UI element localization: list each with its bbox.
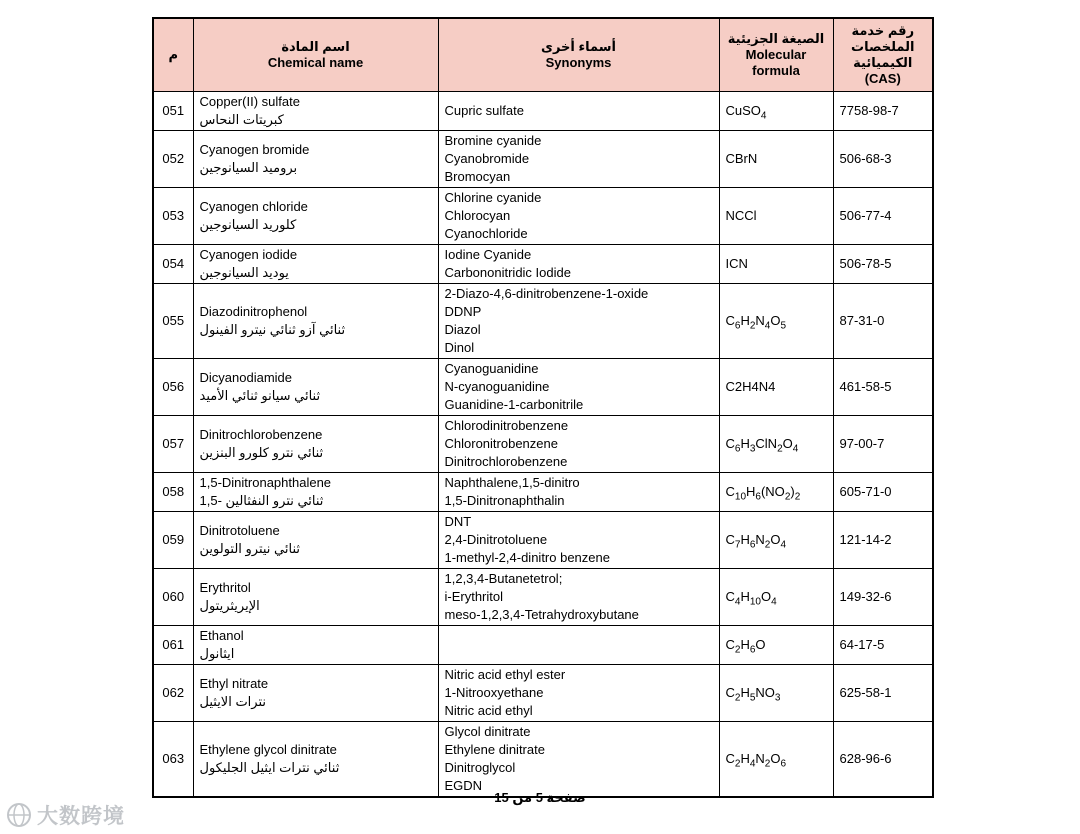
table-row [153,569,933,626]
row-number: 052 [153,131,193,188]
synonym-line: 1-methyl-2,4-dinitro benzene [444,550,610,565]
chemical-name-ar: ثنائي نترات ايثيل الجليكول [199,760,340,775]
chemical-name-ar: ثنائي آزو ثنائي نيترو الفينول [199,322,346,337]
chemical-name-ar: كبريتات النحاس [199,112,284,127]
cas-number: 605-71-0 [833,473,933,512]
row-number: 063 [153,722,193,798]
molecular-formula: NCCl [719,188,833,245]
chemical-name-cell [193,569,438,626]
chemical-name-en: Erythritol [199,580,251,595]
synonym-line: Nitric acid ethyl [444,703,533,718]
synonym-line: Cyanoguanidine [444,361,539,376]
chemical-name-cell [193,416,438,473]
synonym-line: Glycol dinitrate [444,724,531,739]
synonyms-cell [438,131,719,188]
header-row [153,18,933,92]
synonym-line: Chlorodinitrobenzene [444,418,569,433]
chemical-name-cell [193,359,438,416]
cas-number: 97-00-7 [833,416,933,473]
table-row [153,722,933,798]
table-row [153,626,933,665]
watermark [6,800,125,830]
cas-number: 506-68-3 [833,131,933,188]
synonym-line: Cyanobromide [444,151,530,166]
molecular-formula: $C_6H_3ClN_2O_4$ [719,416,833,473]
header-cas-ar-line1: رقم خدمة [851,23,915,38]
table-row [153,245,933,284]
chemicals-table [152,17,934,798]
cas-number: 506-77-4 [833,188,933,245]
synonym-line: Bromocyan [444,169,511,184]
chemical-name-en: Cyanogen iodide [199,247,298,262]
synonyms-cell [438,416,719,473]
header-number-label: م [168,47,179,62]
table-row [153,665,933,722]
chemical-name-en: Ethylene glycol dinitrate [199,742,337,757]
cas-number: 64-17-5 [833,626,933,665]
synonym-line: 1,2,3,4-Butanetetrol; [444,571,563,586]
chemical-name-en: Cyanogen bromide [199,142,310,157]
synonym-line: Guanidine-1-carbonitrile [444,397,584,412]
header-chemical-name-ar: اسم المادة [281,39,350,54]
chemical-name-en: Ethyl nitrate [199,676,269,691]
synonyms-cell [438,473,719,512]
synonym-line: Nitric acid ethyl ester [444,667,566,682]
header-formula-ar: الصيغة الجزيئية [727,31,825,46]
chemical-name-ar: ثنائي سيانو ثنائي الأميد [199,388,321,403]
chemicals-table-wrap [152,17,934,798]
chemical-name-en: Diazodinitrophenol [199,304,308,319]
synonyms-cell [438,188,719,245]
synonyms-cell [438,626,719,665]
synonym-line: Iodine Cyanide [444,247,532,262]
synonym-line: i-Erythritol [444,589,504,604]
chemical-name-cell [193,722,438,798]
chemical-name-cell [193,473,438,512]
cas-number: 121-14-2 [833,512,933,569]
synonym-line: 1-Nitrooxyethane [444,685,544,700]
synonym-line: Diazol [444,322,481,337]
synonyms-cell [438,722,719,798]
molecular-formula: $C_2H_4N_2O_6$ [719,722,833,798]
row-number: 051 [153,92,193,131]
table-row [153,416,933,473]
chemical-name-ar: الإيريثريتول [199,598,260,613]
molecular-formula: CBrN [719,131,833,188]
synonym-line: 2-Diazo-4,6-dinitrobenzene-1-oxide [444,286,649,301]
synonym-line: Chlorine cyanide [444,190,542,205]
synonyms-cell [438,284,719,359]
synonym-line: meso-1,2,3,4-Tetrahydroxybutane [444,607,639,622]
synonym-line: 1,5-Dinitronaphthalin [444,493,565,508]
row-number: 054 [153,245,193,284]
synonym-line: Cupric sulfate [444,103,524,118]
row-number: 057 [153,416,193,473]
table-row [153,284,933,359]
table-row [153,473,933,512]
table-row [153,131,933,188]
row-number: 059 [153,512,193,569]
synonyms-cell [438,359,719,416]
synonym-line: Carbononitridic Iodide [444,265,571,280]
header-chemical-name-en: Chemical name [267,55,364,70]
cas-number: 7758-98-7 [833,92,933,131]
header-number [153,18,193,92]
chemical-name-cell [193,131,438,188]
molecular-formula: ICN [719,245,833,284]
chemical-name-cell [193,284,438,359]
chemical-name-ar: ايثانول [199,646,235,661]
synonym-line: Dinitrochlorobenzene [444,454,568,469]
synonym-line: DNT [444,514,472,529]
chemical-name-ar: كلوريد السيانوجين [199,217,297,232]
synonym-line: N-cyanoguanidine [444,379,550,394]
row-number: 058 [153,473,193,512]
table-row [153,92,933,131]
chemical-name-en: Dinitrotoluene [199,523,280,538]
synonym-line: Chlorocyan [444,208,511,223]
table-row [153,188,933,245]
cas-number: 149-32-6 [833,569,933,626]
header-chemical-name [193,18,438,92]
synonym-line: EGDN [444,778,483,793]
header-cas-ar-line2: الملخصات [851,39,915,54]
molecular-formula: CuSO$_4$ [719,92,833,131]
chemical-name-ar: ثنائي نيترو التولوين [199,541,300,556]
header-synonyms [438,18,719,92]
chemical-name-en: Cyanogen chloride [199,199,308,214]
row-number: 055 [153,284,193,359]
table-row [153,512,933,569]
header-synonyms-ar: أسماء أخرى [541,39,616,54]
molecular-formula: $C_6H_2N_4O_5$ [719,284,833,359]
synonym-line: Dinitroglycol [444,760,516,775]
row-number: 062 [153,665,193,722]
synonyms-cell [438,665,719,722]
cas-number: 506-78-5 [833,245,933,284]
table-body [153,92,933,798]
synonym-line: Dinol [444,340,475,355]
header-molecular-formula [719,18,833,92]
chemical-name-en: Ethanol [199,628,244,643]
molecular-formula: $C_2H_6O$ [719,626,833,665]
header-cas [833,18,933,92]
cas-number: 87-31-0 [833,284,933,359]
synonyms-cell [438,245,719,284]
row-number: 060 [153,569,193,626]
header-cas-ar-line3: الكيميائية [853,55,913,70]
synonym-line: Naphthalene,1,5-dinitro [444,475,580,490]
chemical-name-cell [193,92,438,131]
synonyms-cell [438,569,719,626]
molecular-formula: $C_{10}H_6(NO_2)_2$ [719,473,833,512]
chemical-name-ar: ثنائي نترو كلورو البنزين [199,445,324,460]
synonym-line: Cyanochloride [444,226,528,241]
row-number: 053 [153,188,193,245]
chemical-name-cell [193,512,438,569]
cas-number: 461-58-5 [833,359,933,416]
watermark-logo-icon [6,802,32,828]
chemical-name-en: Dinitrochlorobenzene [199,427,323,442]
chemical-name-ar: ثنائي نترو النفثالين -1,5 [199,493,324,508]
synonym-line: 2,4-Dinitrotoluene [444,532,548,547]
chemical-name-ar: بروميد السيانوجين [199,160,298,175]
header-formula-en-line2: formula [752,63,800,78]
synonym-line: Ethylene dinitrate [444,742,545,757]
chemical-name-cell [193,245,438,284]
page-number: صفحة 5 من 15 [494,790,586,805]
watermark-text: 大数跨境 [37,805,125,828]
row-number: 056 [153,359,193,416]
synonyms-cell [438,92,719,131]
row-number: 061 [153,626,193,665]
molecular-formula: $C_7H_6N_2O_4$ [719,512,833,569]
chemical-name-cell [193,626,438,665]
synonyms-cell [438,512,719,569]
chemical-name-en: 1,5-Dinitronaphthalene [199,475,332,490]
chemical-name-en: Copper(II) sulfate [199,94,300,109]
synonym-line: Bromine cyanide [444,133,542,148]
header-synonyms-en: Synonyms [545,55,612,70]
molecular-formula: $C_2H_5NO_3$ [719,665,833,722]
synonym-line: Chloronitrobenzene [444,436,558,451]
cas-number: 628-96-6 [833,722,933,798]
molecular-formula: $C_4H_{10}O_4$ [719,569,833,626]
molecular-formula: C2H4N4 [719,359,833,416]
chemical-name-ar: يوديد السيانوجين [199,265,289,280]
chemical-name-cell [193,188,438,245]
header-cas-en: (CAS) [864,71,901,86]
table-row [153,359,933,416]
chemical-name-en: Dicyanodiamide [199,370,292,385]
cas-number: 625-58-1 [833,665,933,722]
chemical-name-cell [193,665,438,722]
chemical-name-ar: نترات الايثيل [199,694,267,709]
synonym-line: DDNP [444,304,482,319]
header-formula-en-line1: Molecular [745,47,807,62]
